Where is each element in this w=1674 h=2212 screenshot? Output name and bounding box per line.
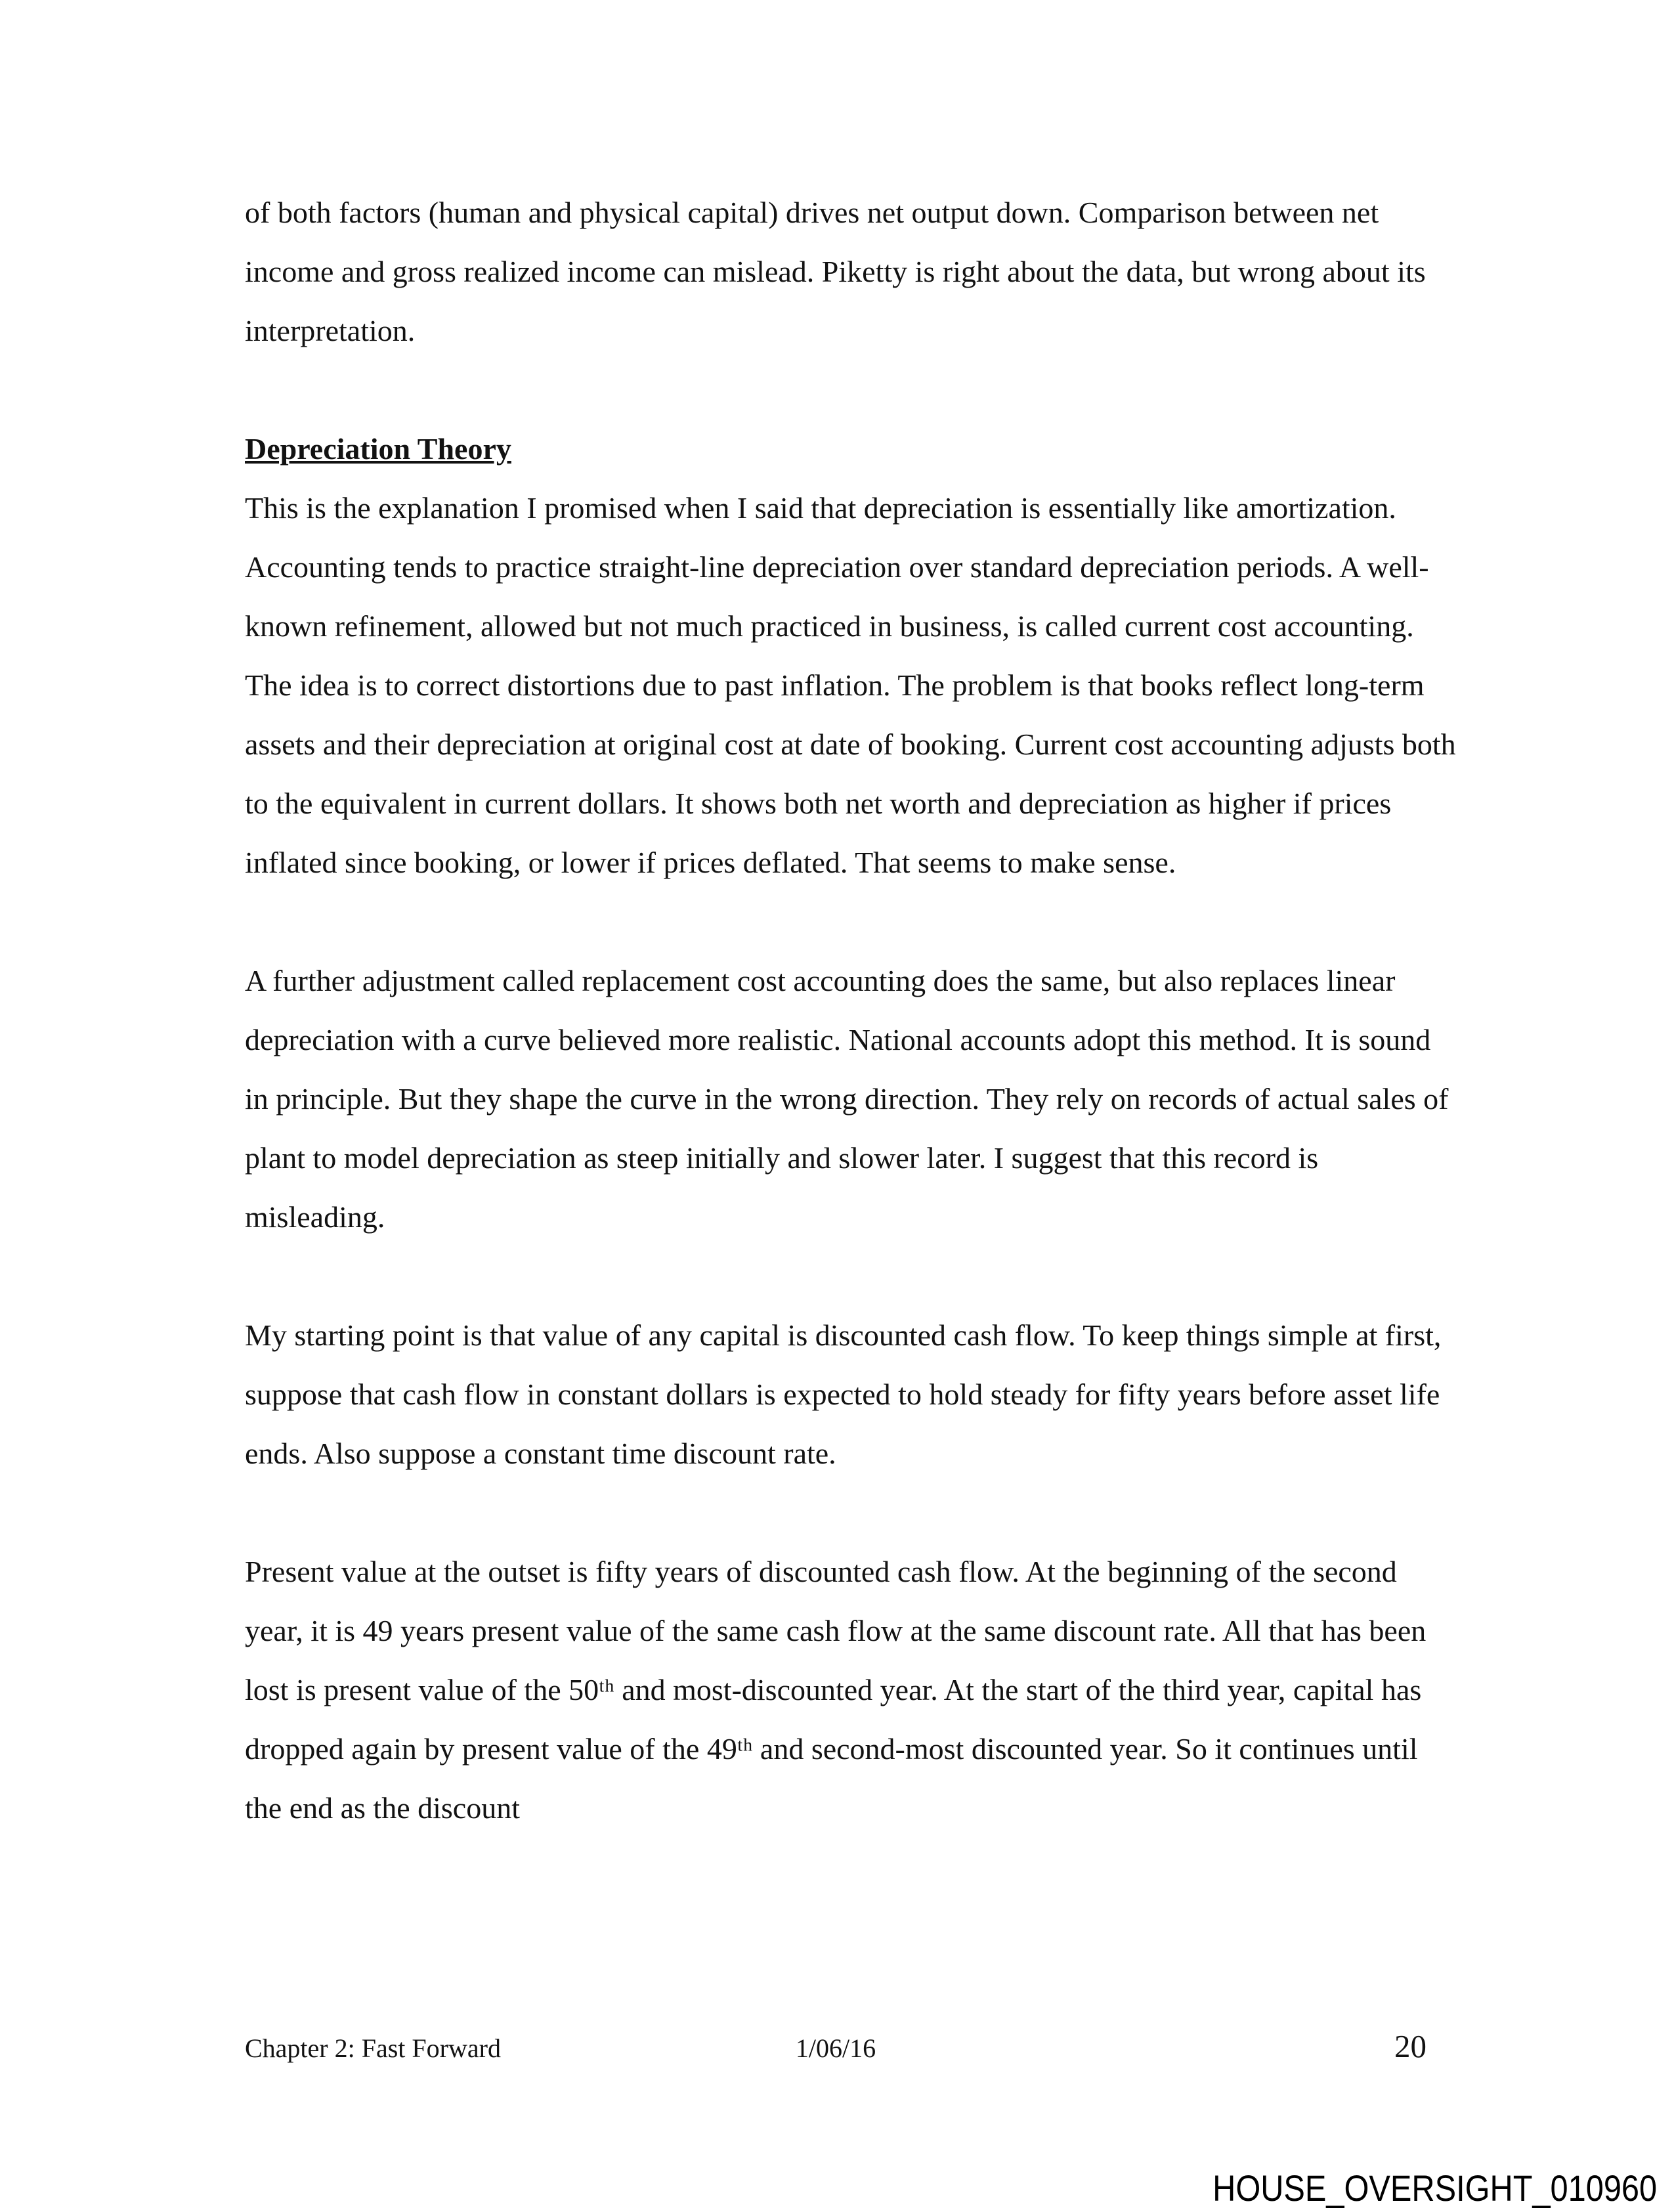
section-heading: Depreciation Theory (245, 432, 511, 466)
footer-page-number: 20 (1394, 2028, 1427, 2064)
body-paragraph: A further adjustment called replacement cost accounting does the same, but also replaces linear depreciation with a curve believed more realistic. National accounts adopt this method. It is sound in principle. But they shape the curve in the wrong direction. They rely on records of actual sales of plant to model depreciation as steep initially and slower later. I suggest that this record is misleading. (245, 964, 1456, 1234)
intro-paragraph: of both factors (human and physical capital) drives net output down. Comparison between net income and gross realized income can mislead. Piketty is right about the data, but wrong about its interpretation. (245, 196, 1434, 347)
body-paragraph: Present value at the outset is fifty years of discounted cash flow. At the beginning of the second year, it is 49 years present value of the same cash flow at the same discount rate. All that has been lost is present value of the 50ᵗʰ and most-discounted year. At the start of the third year, capital has dropped again by present value of the 49ᵗʰ and second-most discounted year. So it continues until the end as the discount (245, 1555, 1434, 1825)
page-body (245, 183, 1464, 1897)
footer-date: 1/06/16 (795, 2033, 876, 2063)
body-paragraph: This is the explanation I promised when I said that depreciation is essentially like amortization. Accounting tends to practice straight-line depreciation over standard depreciation periods. A well-known refinement, allowed but not much practiced in business, is called current cost accounting. The idea is to correct distortions due to past inflation. The problem is that books reflect long-term assets and their depreciation at original cost at date of booking. Current cost accounting adjusts both to the equivalent in current dollars. It shows both net worth and depreciation as higher if prices inflated since booking, or lower if prices deflated. That seems to make sense. (245, 491, 1464, 879)
body-paragraph: My starting point is that value of any capital is discounted cash flow. To keep things simple at first, suppose that cash flow in constant dollars is expected to hold steady for fifty years before asset life ends. Also suppose a constant time discount rate. (245, 1318, 1449, 1470)
footer-chapter-label: Chapter 2: Fast Forward (245, 2033, 501, 2063)
page-footer (245, 2028, 1427, 2065)
bates-stamp: HOUSE_OVERSIGHT_010960 (1213, 2167, 1657, 2209)
